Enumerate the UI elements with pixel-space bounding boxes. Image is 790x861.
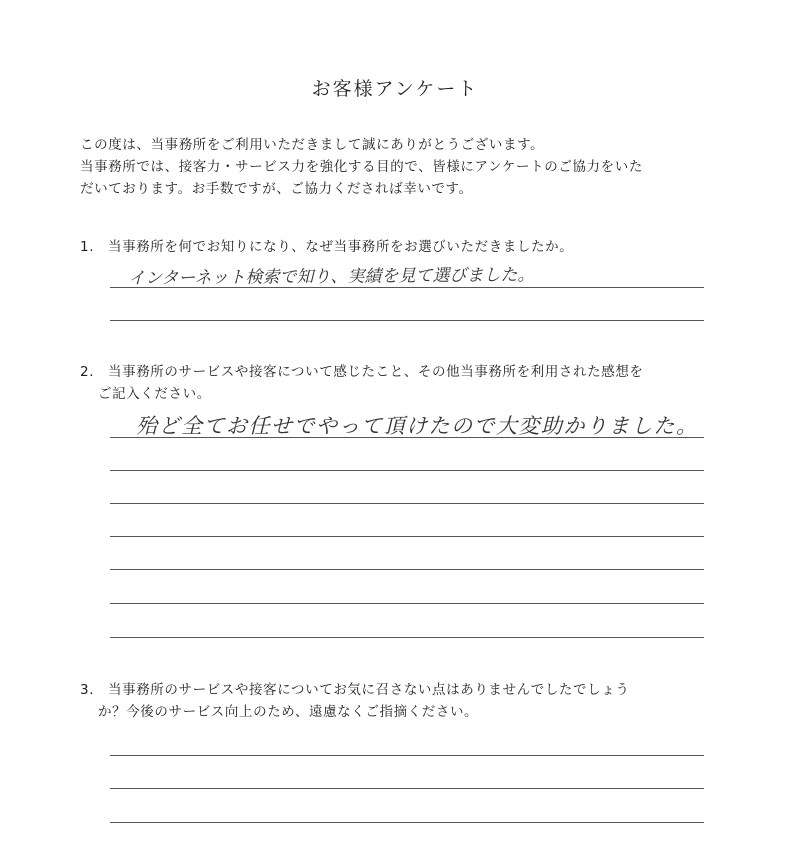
answer-line[interactable] <box>110 569 704 570</box>
question-number: 3. <box>80 682 95 698</box>
question-text-continued: か？今後のサービス向上のため、遠慮なくご指摘ください。 <box>98 704 479 720</box>
answer-line[interactable] <box>110 637 704 638</box>
answer-line[interactable] <box>110 603 704 604</box>
question-2 <box>80 361 730 405</box>
answer-line[interactable] <box>110 822 704 823</box>
intro-text <box>80 134 730 200</box>
question-1 <box>80 236 730 258</box>
question-text: 当事務所のサービスや接客についてお気に召さない点はありませんでしたでしょう <box>108 682 630 698</box>
handwritten-answer-1: インターネット検索で知り、実績を見て選びました。 <box>127 265 535 289</box>
answer-line[interactable] <box>110 788 704 789</box>
question-3 <box>80 679 730 723</box>
intro-line-1: この度は、当事務所をご利用いただきまして誠にありがとうございます。 <box>80 137 545 153</box>
answer-line[interactable] <box>110 755 704 756</box>
question-number: 2. <box>80 364 95 380</box>
page-title: お客様アンケート <box>311 78 479 100</box>
answer-line[interactable] <box>110 470 704 471</box>
handwritten-answer-2: 殆ど全てお任せでやって頂けたので大変助かりました。 <box>136 414 699 438</box>
answer-line[interactable] <box>110 503 704 504</box>
question-number: 1. <box>80 239 95 255</box>
intro-line-2: 当事務所では、接客力・サービス力を強化する目的で、皆様にアンケートのご協力をいた <box>80 159 643 175</box>
question-text: 当事務所を何でお知りになり、なぜ当事務所をお選びいただきましたか。 <box>108 239 574 255</box>
question-text-continued: ご記入ください。 <box>98 386 211 402</box>
answer-line[interactable] <box>110 536 704 537</box>
answer-line[interactable] <box>110 287 704 288</box>
answer-line[interactable] <box>110 320 704 321</box>
answer-line[interactable] <box>110 437 704 438</box>
intro-line-3: だいております。お手数ですが、ご協力くだされば幸いです。 <box>80 181 473 197</box>
question-text: 当事務所のサービスや接客について感じたこと、その他当事務所を利用された感想を <box>108 364 644 380</box>
